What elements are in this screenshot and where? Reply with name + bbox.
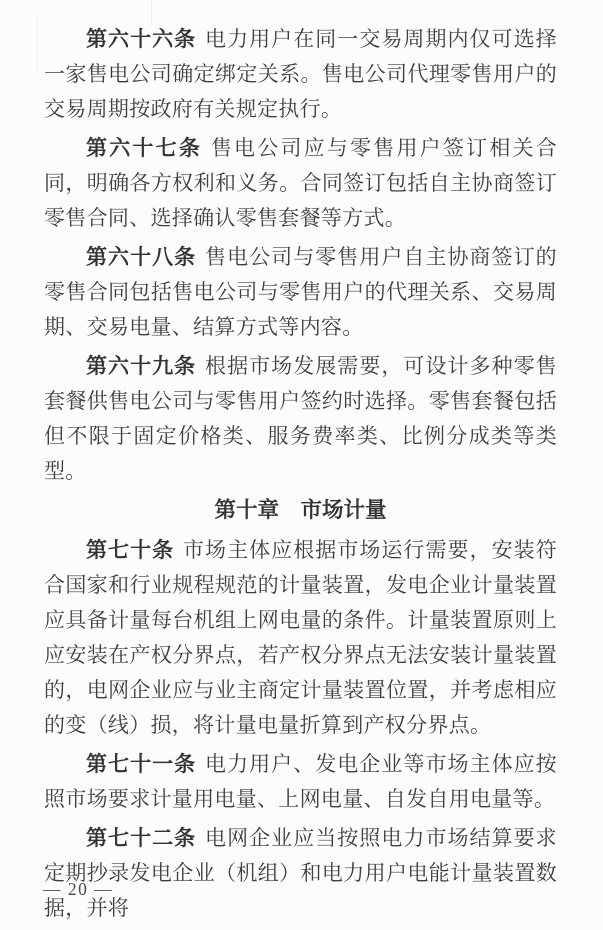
scan-artifact-line-left [37, 14, 38, 72]
article-68-number: 第六十八条 [86, 246, 197, 269]
article-67-number: 第六十七条 [86, 137, 203, 160]
article-66-number: 第六十六条 [86, 28, 197, 51]
article-70-number: 第七十条 [86, 539, 175, 562]
page-number: — 20 — [43, 879, 114, 899]
article-66 [44, 22, 557, 127]
article-71-text: 电力用户、发电企业等市场主体应按照市场要求计量用电量、上网电量、自发自用电量等。 [44, 752, 557, 811]
article-70 [44, 533, 557, 743]
article-67-text: 售电公司应与零售用户签订相关合同，明确各方权利和义务。合同签订包括自主协商签订零售合同、选择确认零售套餐等方式。 [44, 136, 558, 230]
article-71-number: 第七十一条 [86, 753, 197, 776]
article-72-text: 电网企业应当按照电力市场结算要求定期抄录发电企业（机组）和电力用户电能计量装置数据，并将 [44, 826, 557, 920]
article-72-number: 第七十二条 [86, 827, 197, 850]
article-71 [44, 747, 557, 817]
article-69 [44, 349, 557, 489]
article-67 [44, 131, 557, 236]
article-69-text: 根据市场发展需要，可设计多种零售套餐供售电公司与零售用户签约时选择。零售套餐包括但不限于固定价格类、服务费率类、比例分成类等类型。 [44, 354, 557, 483]
article-68 [44, 240, 557, 345]
document-body [44, 22, 557, 930]
article-72 [44, 821, 557, 926]
chapter-heading: 第十章 市场计量 [214, 498, 387, 522]
article-68-text: 售电公司与零售用户自主协商签订的零售合同包括售电公司与零售用户的代理关系、交易周期、交易电量、结算方式等内容。 [44, 245, 557, 339]
article-66-text: 电力用户在同一交易周期内仅可选择一家售电公司确定绑定关系。售电公司代理零售用户的交易周期按政府有关规定执行。 [44, 27, 557, 121]
article-70-text: 市场主体应根据市场运行需要，安装符合国家和行业规程规范的计量装置，发电企业计量装置应具备计量每台机组上网电量的条件。计量装置原则上应安装在产权分界点，若产权分界点无法安装计量装置的，电网企业应与业主商定计量装置位置，并考虑相应的变（线）损，将计量电量折算到产权分界点。 [44, 538, 557, 737]
article-69-number: 第六十九条 [86, 355, 197, 378]
